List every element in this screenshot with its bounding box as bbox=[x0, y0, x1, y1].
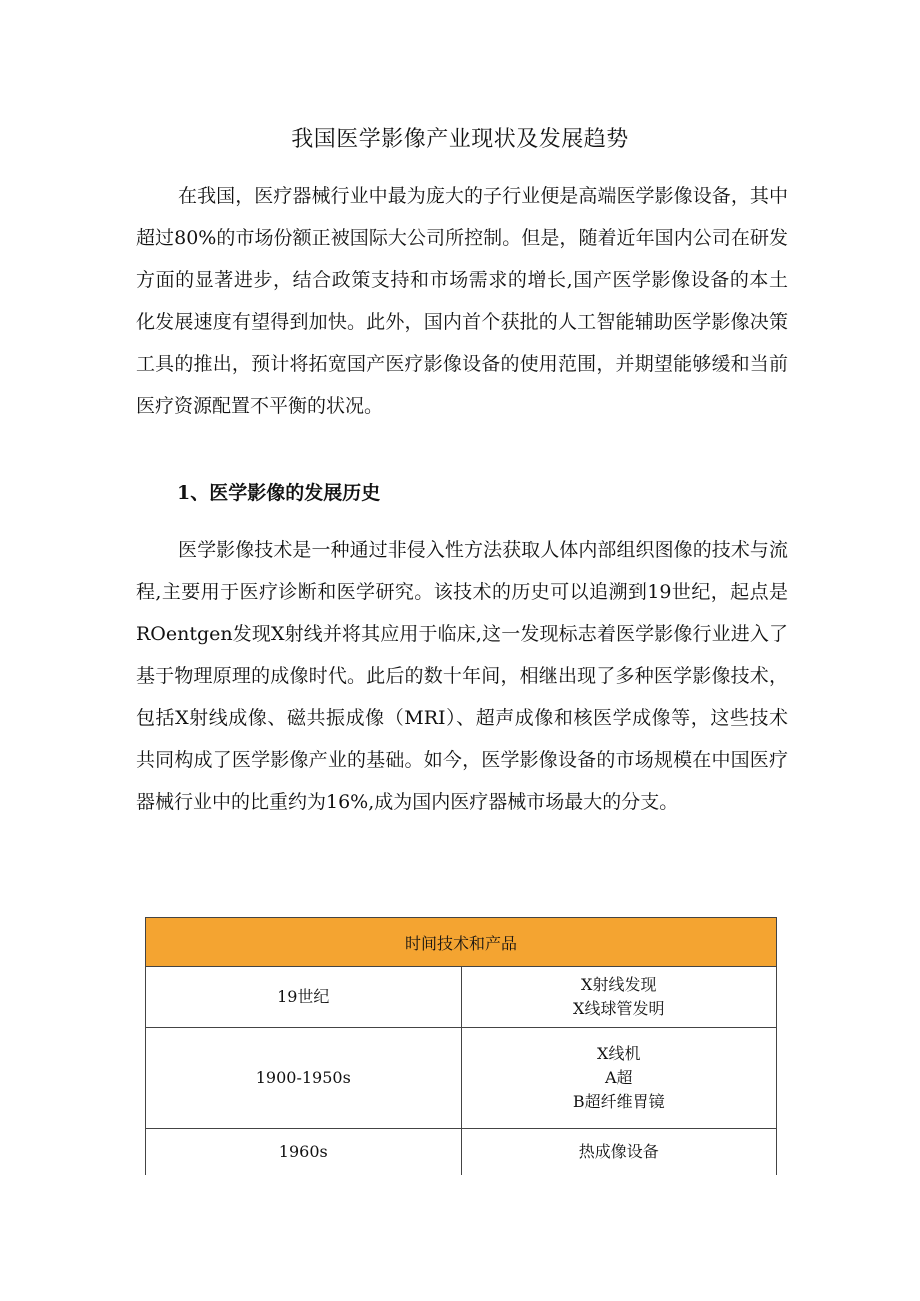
table-row bbox=[146, 1028, 777, 1129]
time-cell: 1900-1950s bbox=[146, 1028, 462, 1129]
history-table-wrapper bbox=[145, 917, 777, 1175]
time-cell: 19世纪 bbox=[146, 967, 462, 1028]
tech-item: X线球管发明 bbox=[573, 999, 665, 1018]
tech-cell bbox=[461, 1129, 777, 1176]
time-cell: 1960s bbox=[146, 1129, 462, 1176]
table-row bbox=[146, 967, 777, 1028]
tech-cell bbox=[461, 967, 777, 1028]
tech-item: 热成像设备 bbox=[578, 1142, 659, 1161]
table-row bbox=[146, 1129, 777, 1176]
document-title: 我国医学影像产业现状及发展趋势 bbox=[291, 127, 629, 152]
tech-item: X射线发现 bbox=[581, 975, 657, 994]
tech-item: B超纤维胃镜 bbox=[572, 1092, 665, 1111]
history-table bbox=[145, 917, 777, 1175]
tech-item: A超 bbox=[604, 1068, 633, 1087]
tech-cell bbox=[461, 1028, 777, 1129]
section-heading: 1、医学影像的发展历史 bbox=[177, 482, 381, 504]
table-header: 时间技术和产品 bbox=[146, 918, 777, 967]
history-paragraph: 医学影像技术是一种通过非侵入性方法获取人体内部组织图像的技术与流程,主要用于医疗诊断和医学研究。该技术的历史可以追溯到19世纪，起点是ROentgen发现X射线并将其应用于临床,这一发现标志着医学影像行业进入了基于物理原理的成像时代。此后的数十年间，相继出现了多种医学影像技术，包括X射线成像、磁共振成像（MRI）、超声成像和核医学成像等，这些技术共同构成了医学影像产业的基础。如今，医学影像设备的市场规模在中国医疗器械行业中的比重约为16%,成为国内医疗器械市场最大的分支。 bbox=[136, 539, 788, 813]
tech-item: X线机 bbox=[597, 1044, 641, 1063]
intro-paragraph: 在我国，医疗器械行业中最为庞大的子行业便是高端医学影像设备，其中超过80%的市场份额正被国际大公司所控制。但是，随着近年国内公司在研发方面的显著进步，结合政策支持和市场需求的增长,国产医学影像设备的本土化发展速度有望得到加快。此外，国内首个获批的人工智能辅助医学影像决策工具的推出，预计将拓宽国产医疗影像设备的使用范围，并期望能够缓和当前医疗资源配置不平衡的状况。 bbox=[136, 185, 788, 417]
